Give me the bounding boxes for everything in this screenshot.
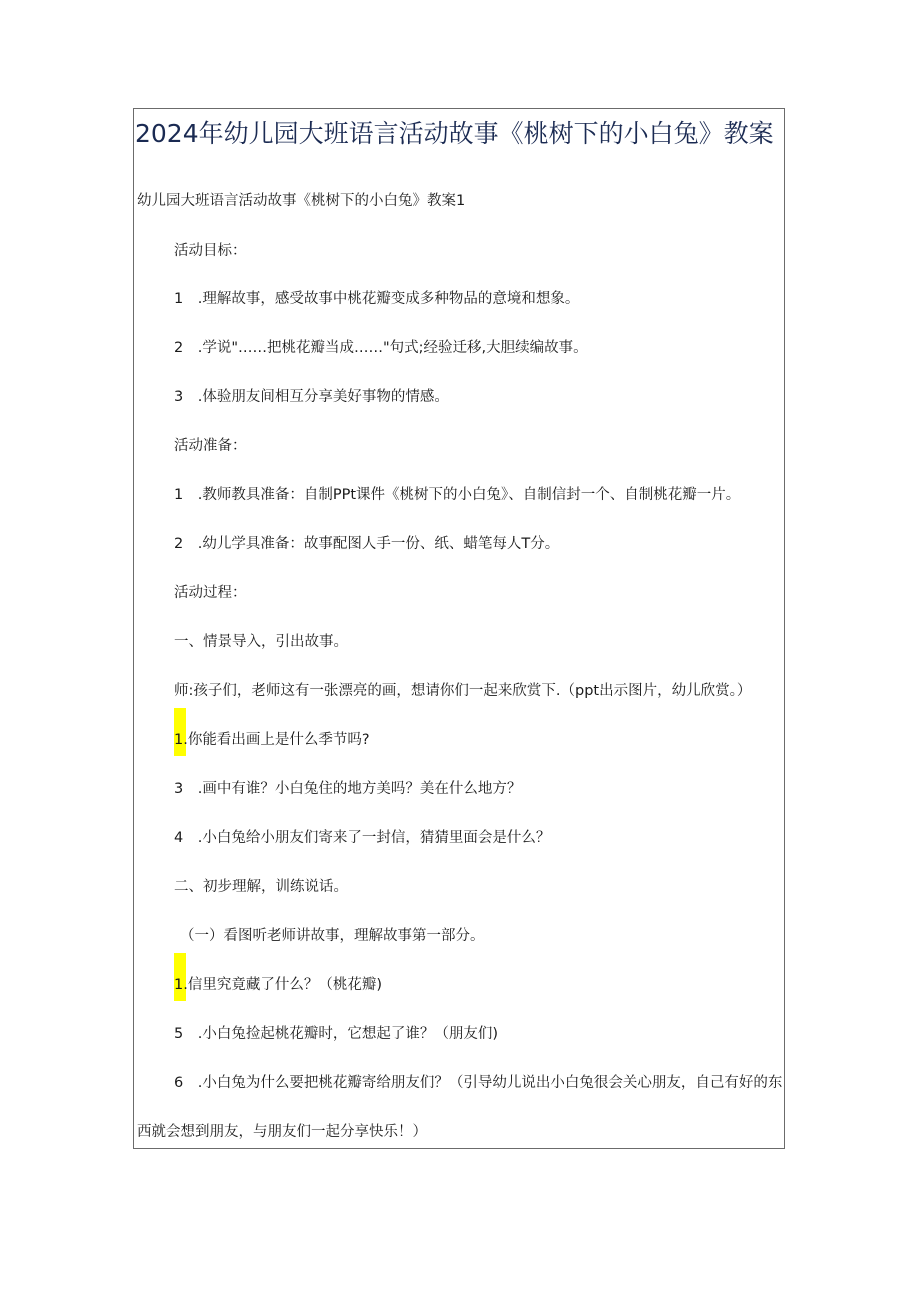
- teacher-dialogue: 师:孩子们，老师这有一张漂亮的画，想请你们一起来欣赏下.（ppt出示图片，幼儿欣赏。）: [174, 683, 752, 699]
- goal-item-1: 1 .理解故事，感受故事中桃花瓣变成多种物品的意境和想象。: [174, 291, 580, 307]
- process-heading: 活动过程：: [174, 585, 247, 601]
- question-item-6-continued: 西就会想到朋友，与朋友们一起分享快乐！）: [137, 1124, 427, 1140]
- process-step-2: 二、初步理解，训练说话。: [174, 879, 348, 895]
- goal-item-3: 3 .体验朋友间相互分享美好事物的情感。: [174, 389, 449, 405]
- goal-item-2: 2 .学说"……把桃花瓣当成……"句式;经验迁移,大胆续编故事。: [174, 340, 588, 356]
- question-item-3: 3 .画中有谁？小白兔住的地方美吗？美在什么地方？: [174, 781, 522, 797]
- question-item-6: 6 .小白兔为什么要把桃花瓣寄给朋友们？（引导幼儿说出小白兔很会关心朋友，自己有好的东: [174, 1075, 783, 1091]
- preparation-item-2: 2 .幼儿学具准备：故事配图人手一份、纸、蜡笔每人T分。: [174, 536, 560, 552]
- question-item-4: 4 .小白兔给小朋友们寄来了一封信，猜猜里面会是什么？: [174, 830, 551, 846]
- question-item-1: 1.你能看出画上是什么季节吗?: [174, 732, 370, 748]
- section-heading: 幼儿园大班语言活动故事《桃树下的小白兔》教案1: [137, 193, 466, 209]
- subsection-heading: （一）看图听老师讲故事，理解故事第一部分。: [180, 928, 485, 944]
- question-item-5: 5 .小白兔捡起桃花瓣时，它想起了谁？（朋友们): [174, 1026, 498, 1042]
- document-title: 2024年幼儿园大班语言活动故事《桃树下的小白兔》教案: [135, 119, 774, 148]
- question-item-1b: 1.信里究竟藏了什么？（桃花瓣): [174, 977, 382, 993]
- process-step-1: 一、情景导入，引出故事。: [174, 634, 348, 650]
- goals-heading: 活动目标：: [174, 243, 247, 259]
- preparation-heading: 活动准备：: [174, 438, 247, 454]
- preparation-item-1: 1 .教师教具准备：自制PPt课件《桃树下的小白兔》、自制信封一个、自制桃花瓣一片。: [174, 487, 741, 503]
